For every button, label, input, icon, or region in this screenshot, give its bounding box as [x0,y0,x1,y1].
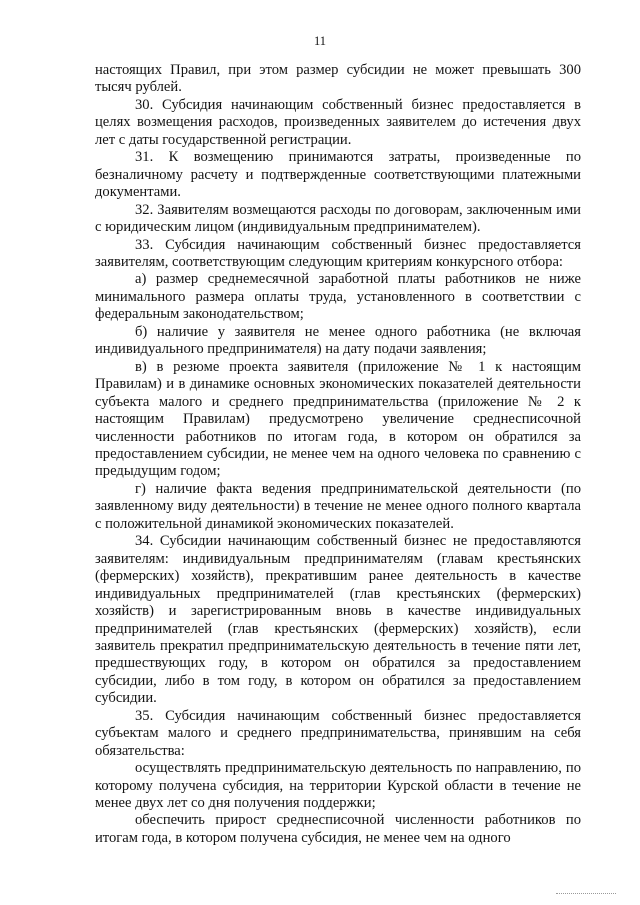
paragraph-33: 33. Субсидия начинающим собственный бизнес предоставляется заявителям, соответствующим следующим критериям конкурсного отбора: [95,236,581,270]
paragraph-30: 30. Субсидия начинающим собственный бизнес предоставляется в целях возмещения расходов, произведенных заявителем до истечения двух лет с даты государственной регистрации. [95,96,581,148]
page-number: 11 [313,34,327,48]
paragraph-32: 32. Заявителям возмещаются расходы по договорам, заключенным ими с юридическим лицом (индивидуальным предпринимателем). [95,201,581,236]
document-body [95,62,581,847]
paragraph-33-item-b: б) наличие у заявителя не менее одного работника (не включая индивидуального предпринимателя) на дату подачи заявления; [95,323,581,358]
paragraph-35-obligation-2: обеспечить прирост среднесписочной численности работников по итогам года, в котором получена субсидия, не менее чем на одного [95,812,581,846]
paragraph-34: 34. Субсидии начинающим собственный бизнес не предоставляются заявителям: индивидуальным предпринимателям (главам крестьянских (фермерских) хозяйств), прекратившим ранее деятельность в качестве индивидуальных предпринимателей (глав крестьянских (фермерских) хозяйств) и зарегистрированным вновь в качестве индивидуальных предпринимателей (глав крестьянских (фермерских) хозяйств), если заявитель прекратил предпринимательскую деятельность в течение пяти лет, предшествующих году, в котором он обратился за предоставлением субсидии, либо в том году, в котором он обратился за предоставлением субсидии. [95,533,581,707]
paragraph-35-obligation-1: осуществлять предпринимательскую деятельность по направлению, по которому получена субсидия, на территории Курской области в течение не менее двух лет со дня получения поддержки; [95,760,581,812]
paragraph-continuation: настоящих Правил, при этом размер субсидии не может превышать 300 тысяч рублей. [95,62,581,96]
paragraph-33-item-a: а) размер среднемесячной заработной платы работников не ниже минимального размера оплаты труда, установленного в соответствии с федеральным законодательством; [95,271,581,323]
paragraph-33-item-g: г) наличие факта ведения предпринимательской деятельности (по заявленному виду деятельности) в течение не менее одного полного квартала с положительной динамикой экономических показателей. [95,480,581,532]
paragraph-31: 31. К возмещению принимаются затраты, произведенные по безналичному расчету и подтвержденные соответствующими платежными документами. [95,149,581,201]
paragraph-33-item-v: в) в резюме проекта заявителя (приложение № 1 к настоящим Правилам) и в динамике основных экономических показателей деятельности субъекта малого и среднего предпринимательства (приложение № 2 к настоящим Правилам) предусмотрено увеличение среднесписочной численности работников по итогам года, в котором он обратился за предоставлением субсидии, не менее чем на одного человека по сравнению с предыдущим годом; [95,358,581,480]
paragraph-35: 35. Субсидия начинающим собственный бизнес предоставляется субъектам малого и среднего предпринимательства, принявшим на себя обязательства: [95,707,581,759]
scan-mark [556,893,616,894]
